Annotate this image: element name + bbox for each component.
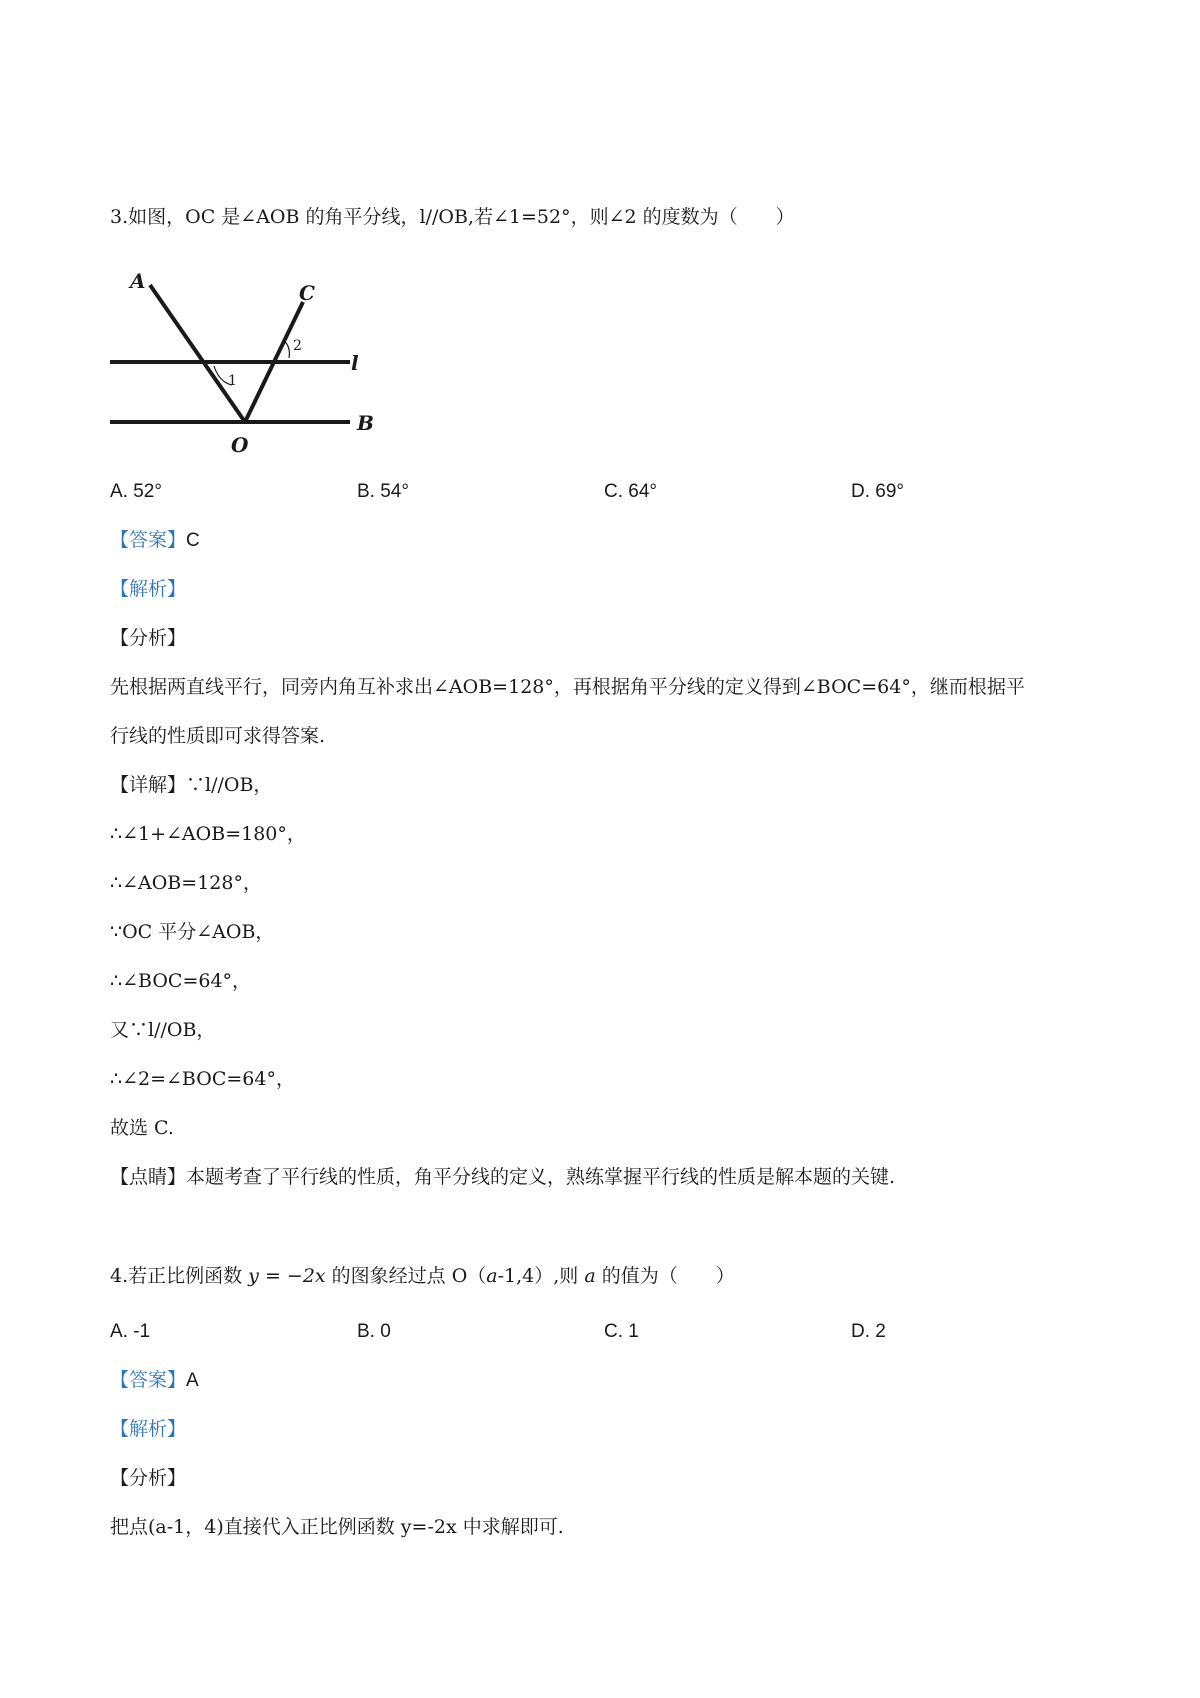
q3-step-1: ∴∠1+∠AOB=180°，: [110, 823, 306, 845]
q3-answer-tag: 【答案】: [110, 529, 187, 551]
q4-option-c: C. 1: [604, 1321, 639, 1342]
q3-step-7: 故选 C.: [110, 1117, 174, 1139]
q4-answer-tag: 【答案】: [110, 1369, 187, 1391]
q3-detail-tag: 【详解】: [110, 774, 187, 796]
q4-stem: [110, 1264, 735, 1288]
q4-fenxi-text: 把点(a-1，4)直接代入正比例函数 y=-2x 中求解即可.: [110, 1516, 564, 1538]
q4-stem-a: a: [486, 1265, 498, 1287]
q3-detail-first: ∵l//OB，: [186, 774, 273, 796]
q4-stem-middle: 的图象经过点 O（: [325, 1265, 487, 1287]
label-angle-2: 2: [293, 338, 302, 354]
q4-answer-value: A: [186, 1370, 199, 1391]
q3-fenxi-tag: 【分析】: [110, 627, 187, 649]
q4-option-d: D. 2: [851, 1321, 886, 1342]
q3-fenxi-line1: 先根据两直线平行，同旁内角互补求出∠AOB=128°，再根据角平分线的定义得到∠BOC=64°，继而根据平: [110, 676, 1025, 698]
q3-fenxi-line2: 行线的性质即可求得答案.: [110, 725, 326, 747]
label-l: l: [351, 351, 359, 375]
ray-oa: [150, 285, 245, 422]
q4-fenxi-tag: 【分析】: [110, 1467, 187, 1489]
q3-dianjing-tag: 【点睛】: [110, 1166, 187, 1188]
q3-option-c: C. 64°: [604, 481, 658, 502]
q4-answer-line: [110, 1368, 199, 1393]
q3-option-b: B. 54°: [357, 481, 409, 502]
q4-option-b: B. 0: [357, 1321, 391, 1342]
q3-step-5: 又∵l//OB，: [110, 1019, 216, 1041]
label-b: B: [357, 411, 374, 435]
label-c: C: [299, 281, 315, 305]
q3-step-6: ∴∠2=∠BOC=64°，: [110, 1068, 295, 1090]
q3-option-a: A. 52°: [110, 481, 162, 502]
q3-dianjing-text: 本题考查了平行线的性质，角平分线的定义，熟练掌握平行线的性质是解本题的关键.: [186, 1166, 896, 1188]
q3-dianjing-line: [110, 1165, 895, 1189]
q3-step-3: ∵OC 平分∠AOB，: [110, 921, 275, 943]
q3-answer-value: C: [186, 530, 200, 551]
q3-analysis-tag: 【解析】: [110, 578, 187, 600]
angle-diagram: [105, 260, 415, 460]
q3-option-d: D. 69°: [851, 481, 905, 502]
label-a: A: [130, 269, 146, 293]
q4-stem-prefix: 4.若正比例函数: [110, 1265, 249, 1287]
q4-stem-point: -1,4）,则: [497, 1265, 585, 1287]
q3-step-2: ∴∠AOB=128°，: [110, 872, 262, 894]
q3-stem: 3.如图，OC 是∠AOB 的角平分线，l//OB,若∠1=52°，则∠2 的度数为（ ）: [110, 206, 795, 228]
q3-answer-line: [110, 528, 200, 553]
q3-detail-line: [110, 773, 272, 797]
q4-stem-function: y = −2x: [248, 1265, 326, 1287]
q3-figure: [105, 260, 415, 460]
q4-stem-a2: a: [584, 1265, 596, 1287]
q4-analysis-tag: 【解析】: [110, 1418, 187, 1440]
label-o: O: [231, 433, 249, 457]
q3-step-4: ∴∠BOC=64°，: [110, 970, 252, 992]
q4-option-a: A. -1: [110, 1321, 151, 1342]
q4-stem-suffix: 的值为（ ）: [595, 1265, 735, 1287]
label-angle-1: 1: [228, 373, 237, 389]
